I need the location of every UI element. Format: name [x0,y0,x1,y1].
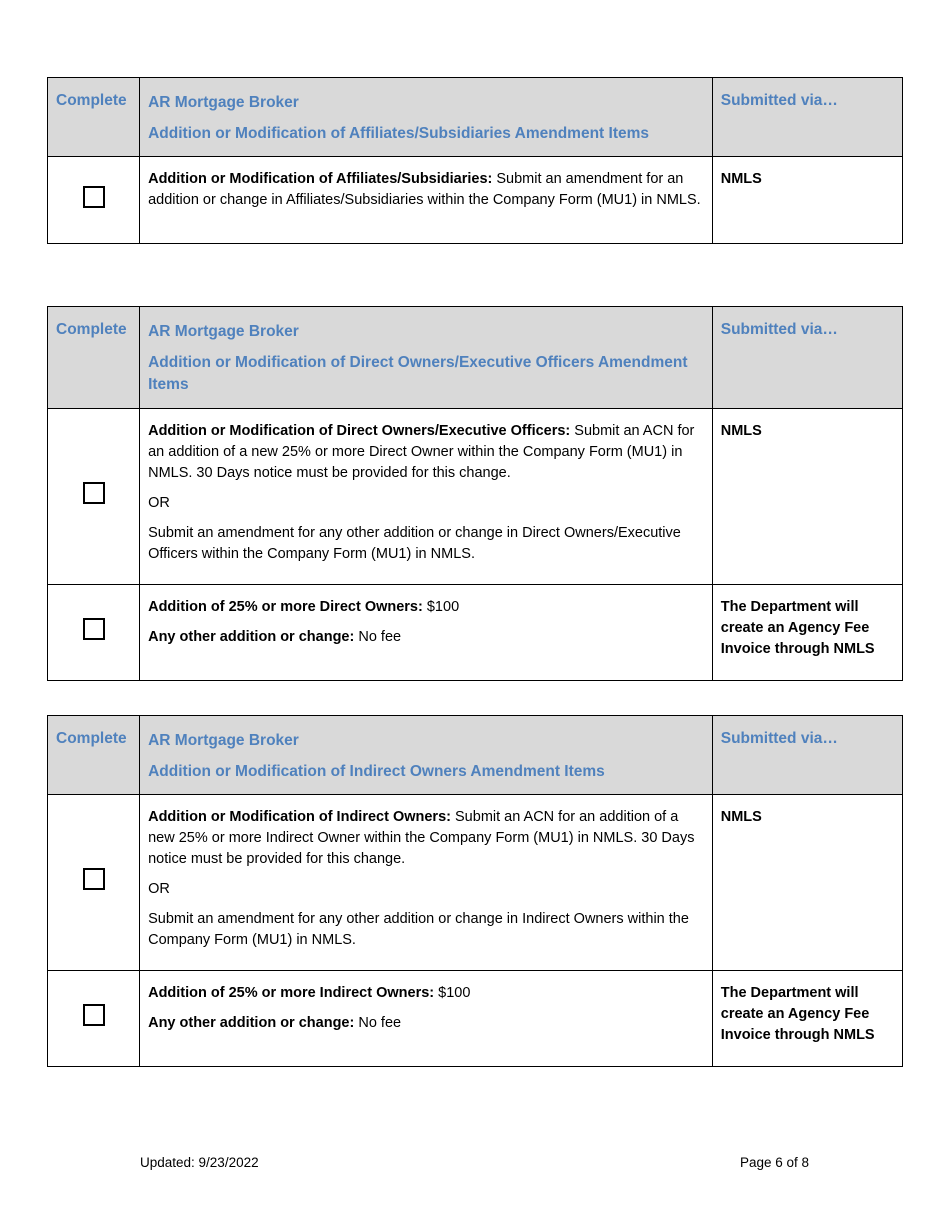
complete-cell [48,157,140,244]
complete-checkbox[interactable] [83,1004,105,1026]
other-fee-label: Any other addition or change: [148,629,355,645]
title-line-1: AR Mortgage Broker [148,732,299,749]
item-text: Submit an amendment for an addition or change in Affiliates/Subsidiaries within the Company Form (MU1) in NMLS. [148,171,701,208]
title-line-1: AR Mortgage Broker [148,94,299,111]
item-heading: Addition or Modification of Affiliates/Subsidiaries: [148,171,493,187]
table-title [140,716,713,795]
other-fee-amount: No fee [354,629,402,645]
title-line-2: Addition or Modification of Affiliates/Subsidiaries Amendment Items [148,125,650,142]
item-heading: Addition or Modification of Indirect Owners: [148,809,451,825]
indirect-owners-amendment-table [47,715,903,1067]
item-text-alt: Submit an amendment for any other addition or change in Direct Owners/Executive Officers within the Company Form (MU1) in NMLS. [148,525,681,562]
complete-cell [48,409,140,585]
table-header-row [48,78,903,157]
footer-updated-date: Updated: 9/23/2022 [140,1155,259,1170]
complete-checkbox[interactable] [83,868,105,890]
complete-cell [48,971,140,1067]
footer-page-number: Page 6 of 8 [740,1155,810,1170]
fee-amount: $100 [434,985,471,1001]
title-line-1: AR Mortgage Broker [148,323,299,340]
submitted-via-value: The Department will create an Agency Fee Invoice through NMLS [712,585,902,681]
other-fee-label: Any other addition or change: [148,1015,355,1031]
table-title [140,78,713,157]
submitted-via-header: Submitted via… [712,78,902,157]
item-text: Submit an ACN for an addition of a new 25% or more Direct Owner within the Company Form (MU1) in NMLS. 30 Days notice must be provided for this change. [148,423,695,481]
table-title [140,307,713,409]
table-row [48,971,903,1067]
or-text: OR [148,881,170,897]
description-cell [140,795,713,971]
table-row [48,157,903,244]
table-row [48,409,903,585]
item-text: Submit an ACN for an addition of a new 25% or more Indirect Owner within the Company Form (MU1) in NMLS. 30 Days notice must be provided for this change. [148,809,695,867]
description-cell [140,409,713,585]
table-row [48,585,903,681]
submitted-via-header: Submitted via… [712,307,902,409]
title-line-2: Addition or Modification of Direct Owners/Executive Officers Amendment Items [148,354,688,393]
complete-column-header: Complete [48,307,140,409]
item-heading: Addition or Modification of Direct Owners/Executive Officers: [148,423,571,439]
submitted-via-header: Submitted via… [712,716,902,795]
complete-cell [48,795,140,971]
description-cell [140,157,713,244]
affiliates-amendment-table [47,77,903,244]
fee-amount: $100 [422,599,460,615]
other-fee-amount: No fee [354,1015,402,1031]
or-text: OR [148,495,170,511]
complete-checkbox[interactable] [83,618,105,640]
complete-checkbox[interactable] [83,186,105,208]
complete-checkbox[interactable] [83,482,105,504]
fee-label: Addition of 25% or more Direct Owners: [148,599,423,615]
submitted-via-value: NMLS [712,795,902,971]
complete-column-header: Complete [48,716,140,795]
complete-cell [48,585,140,681]
table-row [48,795,903,971]
direct-owners-amendment-table [47,306,903,681]
submitted-via-value: The Department will create an Agency Fee Invoice through NMLS [712,971,902,1067]
fee-cell [140,585,713,681]
submitted-via-value: NMLS [712,409,902,585]
fee-label: Addition of 25% or more Indirect Owners: [148,985,435,1001]
complete-column-header: Complete [48,78,140,157]
item-text-alt: Submit an amendment for any other addition or change in Indirect Owners within the Company Form (MU1) in NMLS. [148,911,689,948]
submitted-via-value: NMLS [712,157,902,244]
title-line-2: Addition or Modification of Indirect Owners Amendment Items [148,763,605,780]
table-header-row [48,307,903,409]
fee-cell [140,971,713,1067]
table-header-row [48,716,903,795]
